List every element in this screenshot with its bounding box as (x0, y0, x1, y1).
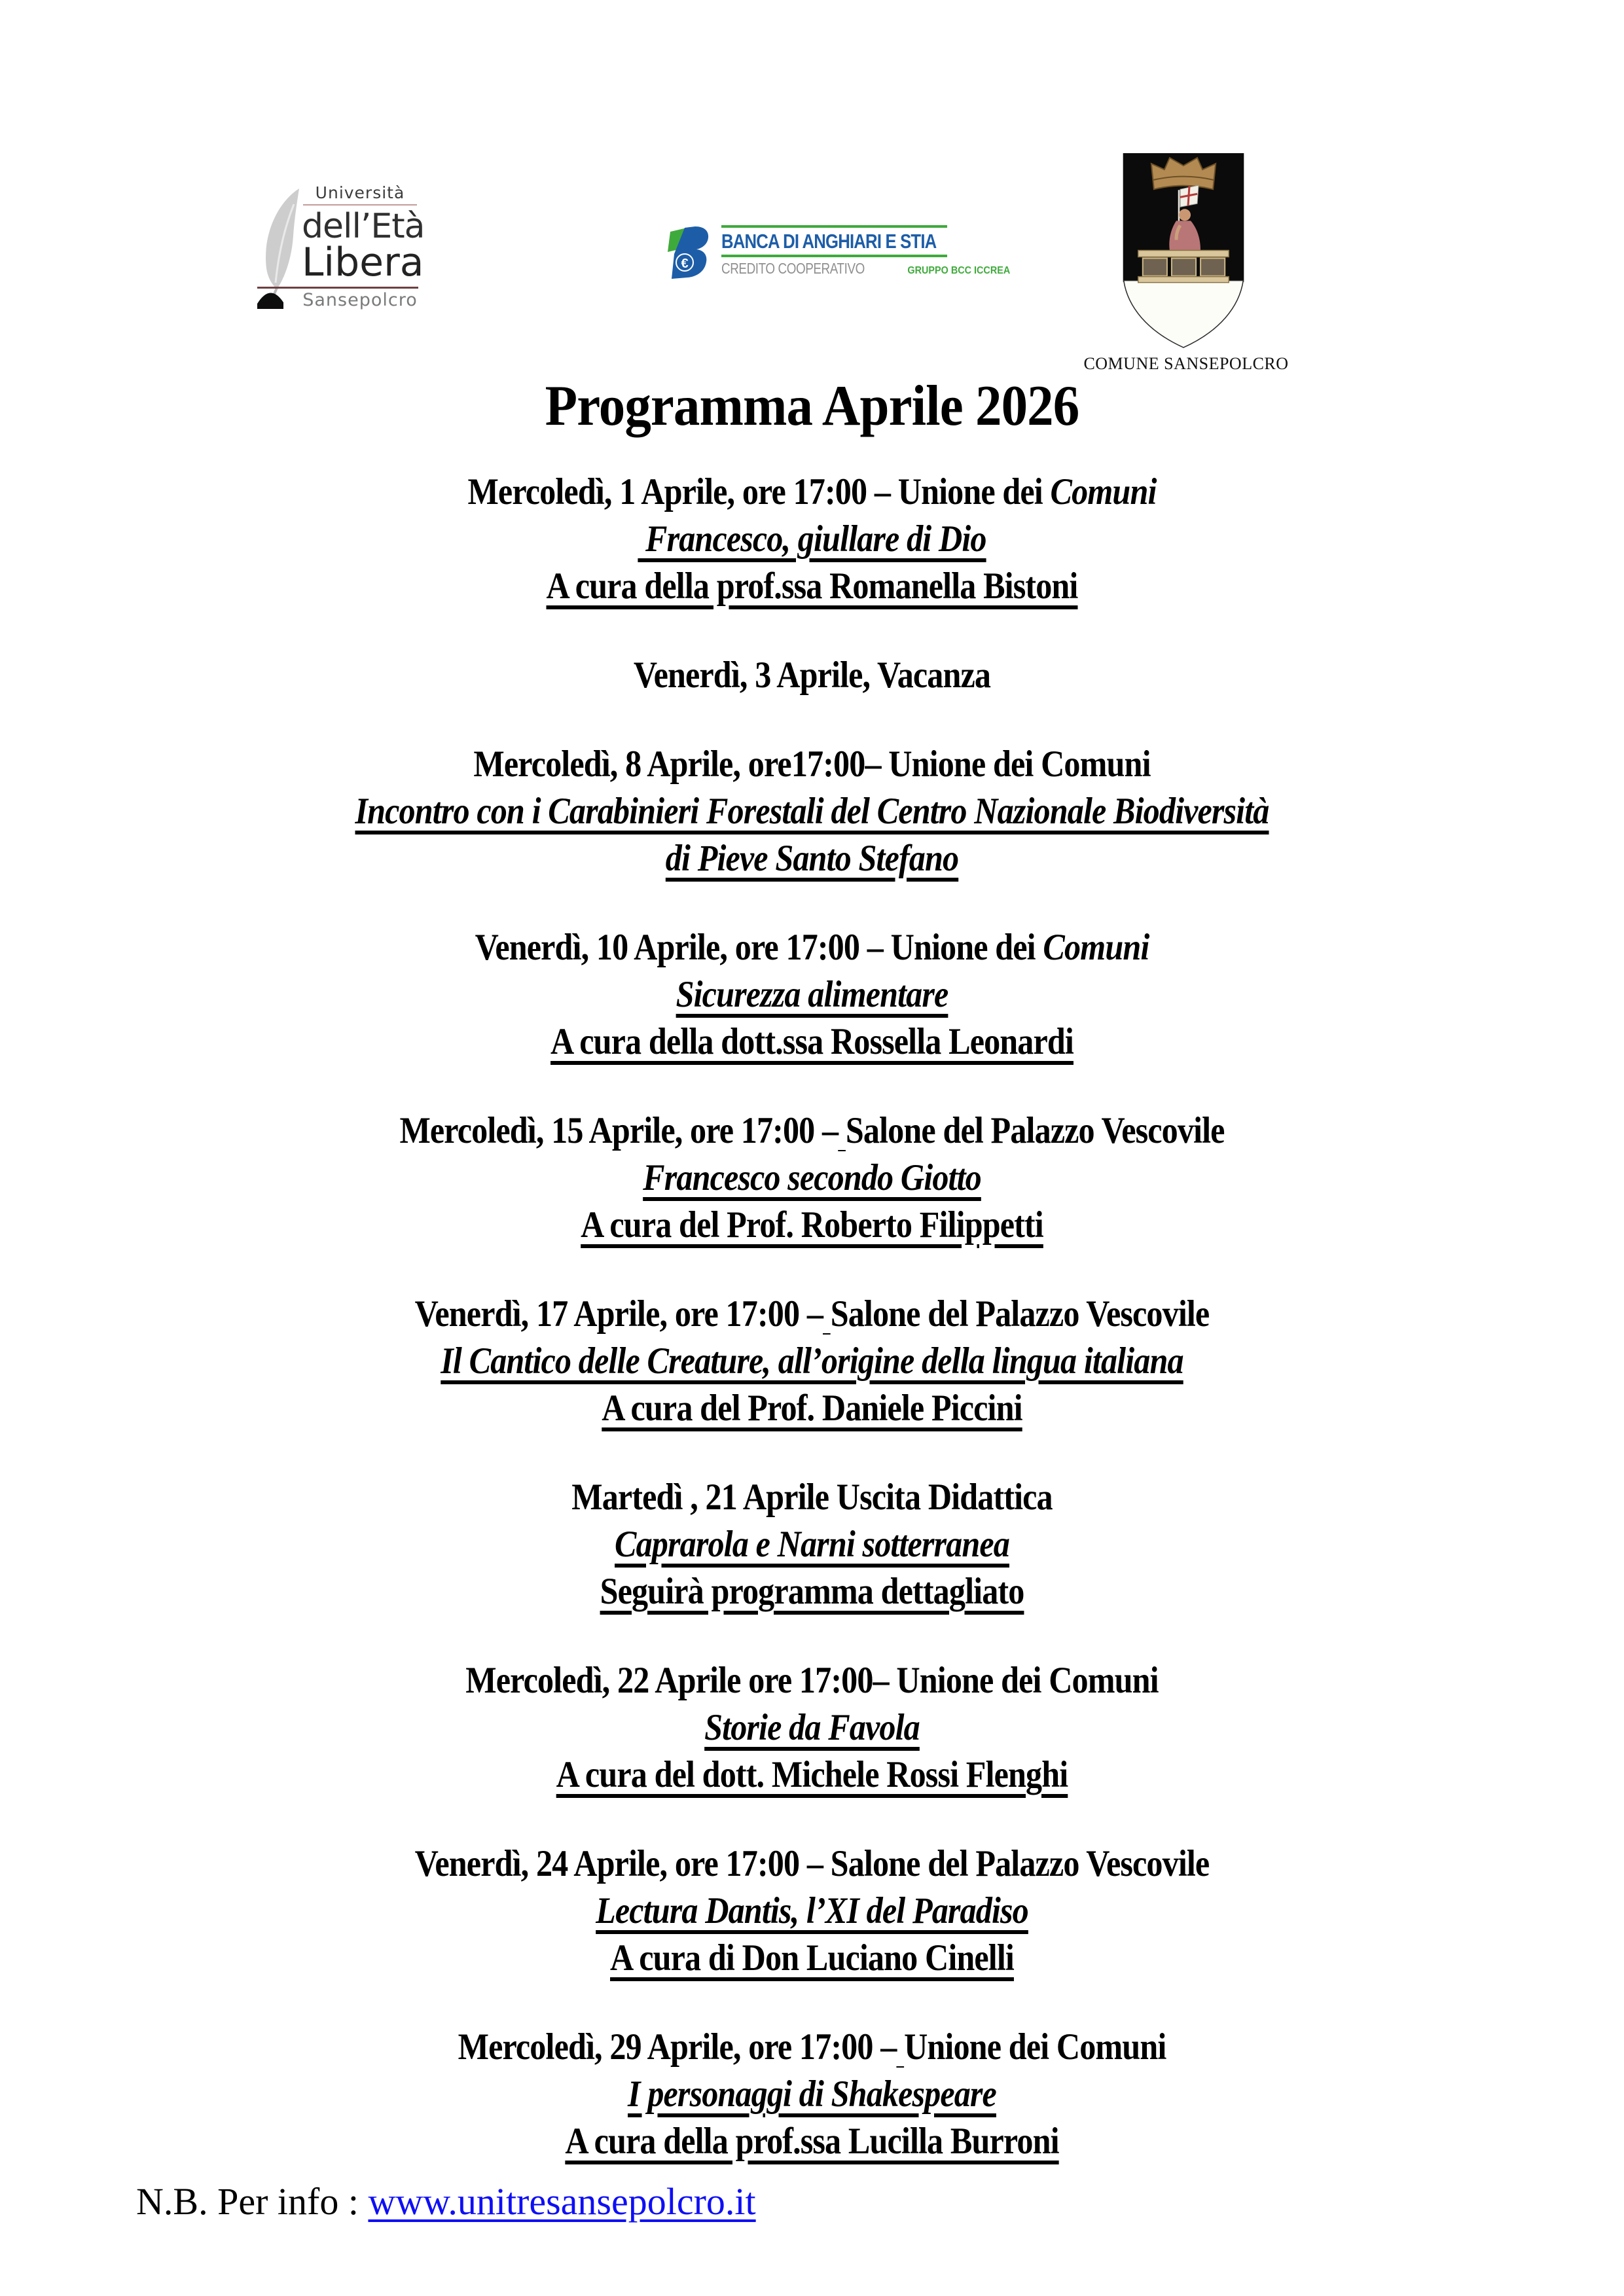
svg-text:€: € (681, 257, 689, 271)
logo-rule (303, 204, 417, 206)
university-logo-word: dell’Età (302, 207, 425, 246)
text-segment: A cura del Prof. Roberto Filippetti (581, 1204, 1043, 1246)
bank-name: BANCA DI ANGHIARI E STIA (721, 230, 937, 253)
university-logo-word: Università (315, 183, 405, 202)
event-title-line (98, 788, 1526, 835)
event-title-line (98, 2071, 1526, 2118)
event-title-line (98, 1338, 1526, 1385)
event-when-line (98, 1474, 1526, 1521)
event-when-line (98, 2024, 1526, 2071)
event-title-line (98, 971, 1526, 1018)
text-segment: Mercoledì, 15 Aprile, ore 17:00 – (399, 1110, 839, 1151)
event-when-line (98, 741, 1526, 788)
bank-logo-text (721, 225, 1011, 278)
text-segment: A cura del dott. Michele Rossi Flenghi (556, 1754, 1068, 1795)
event-block-10 (0, 2024, 1624, 2165)
text-segment: Unione dei Comuni (904, 2026, 1166, 2068)
text-segment: Venerdì, 3 Aprile, Vacanza (633, 655, 991, 696)
comune-label: COMUNE SANSEPOLCRO (1083, 354, 1289, 373)
info-link[interactable]: www.unitresansepolcro.it (368, 2180, 756, 2223)
event-curator-line (98, 2118, 1526, 2165)
text-segment: Caprarola e Narni sotterranea (615, 1524, 1009, 1565)
text-segment: Incontro con i Carabinieri Forestali del Centro Nazionale Biodiversità (355, 791, 1269, 832)
text-segment (838, 1110, 846, 1151)
text-segment: Il Cantico delle Creature, all’origine della lingua italiana (441, 1340, 1183, 1382)
event-when-line (98, 924, 1526, 971)
event-curator-line (98, 1751, 1526, 1799)
text-segment (896, 2026, 904, 2068)
event-block-9 (0, 1840, 1624, 1982)
event-title-line (98, 1155, 1526, 1202)
text-segment (823, 1293, 831, 1335)
bank-rule (721, 255, 947, 257)
event-title-line (98, 835, 1526, 882)
event-block-4 (0, 924, 1624, 1066)
university-logo-text (302, 183, 425, 310)
event-curator-line (98, 563, 1526, 610)
bank-group: GRUPPO BCC ICCREA (907, 265, 1011, 276)
event-curator-line (98, 1018, 1526, 1066)
bank-subtitle: CREDITO COOPERATIVO (721, 260, 865, 277)
text-segment: A cura della dott.ssa Rossella Leonardi (550, 1021, 1074, 1062)
university-logo-word: Sansepolcro (302, 290, 418, 310)
event-when-line (98, 652, 1526, 699)
event-block-5 (0, 1107, 1624, 1249)
event-title-line (98, 516, 1526, 563)
event-title-line (98, 1521, 1526, 1568)
footer-note-text: N.B. Per info : (136, 2180, 369, 2223)
text-segment: Comuni (1043, 927, 1149, 968)
event-curator-line (98, 1935, 1526, 1982)
event-block-6 (0, 1291, 1624, 1432)
event-when-line (98, 1291, 1526, 1338)
event-when-line (98, 469, 1526, 516)
page-title: Programma Aprile 2026 (545, 374, 1079, 438)
text-segment: Salone del Palazzo Vescovile (845, 1110, 1225, 1151)
bank-b-mark-icon (665, 225, 711, 280)
event-block-7 (0, 1474, 1624, 1615)
event-title-line (98, 1888, 1526, 1935)
university-logo (251, 182, 424, 327)
comune-coat-of-arms (1121, 152, 1246, 352)
text-segment: Martedì , 21 Aprile Uscita Didattica (571, 1477, 1053, 1518)
text-segment: Salone del Palazzo Vescovile (830, 1293, 1210, 1335)
text-segment: Venerdì, 10 Aprile, ore 17:00 – Unione dei (475, 927, 1043, 968)
text-segment: Mercoledì, 22 Aprile ore 17:00– Unione dei Comuni (465, 1660, 1159, 1701)
text-segment: Francesco secondo Giotto (643, 1157, 981, 1198)
event-when-line (98, 1657, 1526, 1704)
event-title-line (98, 1704, 1526, 1751)
text-segment: Storie da Favola (704, 1707, 920, 1748)
event-block-1 (0, 469, 1624, 610)
text-segment: A cura della prof.ssa Romanella Bistoni (546, 565, 1078, 607)
text-segment: Venerdì, 24 Aprile, ore 17:00 – Salone del Palazzo Vescovile (414, 1843, 1210, 1884)
text-segment: Sicurezza alimentare (676, 974, 948, 1015)
text-segment: Lectura Dantis, l’XI del Paradiso (596, 1890, 1028, 1931)
event-block-2 (0, 652, 1624, 699)
text-segment: Francesco, giullare di Dio (638, 518, 986, 560)
university-logo-word: Libera (302, 240, 424, 285)
text-segment: Mercoledì, 1 Aprile, ore 17:00 – Unione dei (467, 471, 1051, 512)
text-segment: A cura della prof.ssa Lucilla Burroni (565, 2121, 1059, 2162)
text-segment: Venerdì, 17 Aprile, ore 17:00 – (414, 1293, 823, 1335)
footer-note (136, 2179, 756, 2223)
event-when-line (98, 1840, 1526, 1888)
event-block-8 (0, 1657, 1624, 1799)
text-segment: A cura del Prof. Daniele Piccini (602, 1388, 1022, 1429)
text-segment: Mercoledì, 29 Aprile, ore 17:00 – (458, 2026, 897, 2068)
event-curator-line (98, 1202, 1526, 1249)
text-segment: Comuni (1050, 471, 1157, 512)
event-curator-line (98, 1385, 1526, 1432)
text-segment: di Pieve Santo Stefano (665, 838, 959, 879)
logo-rule (257, 287, 418, 289)
text-segment: I personaggi di Shakespeare (628, 2073, 996, 2115)
event-block-3 (0, 741, 1624, 882)
event-curator-line (98, 1568, 1526, 1615)
text-segment: Mercoledì, 8 Aprile, ore17:00– Unione dei Comuni (473, 744, 1151, 785)
bank-logo (665, 225, 1011, 280)
event-when-line (98, 1107, 1526, 1155)
text-segment: A cura di Don Luciano Cinelli (610, 1937, 1014, 1979)
events-list (0, 469, 1624, 2207)
text-segment: Seguirà programma dettagliato (600, 1571, 1024, 1612)
